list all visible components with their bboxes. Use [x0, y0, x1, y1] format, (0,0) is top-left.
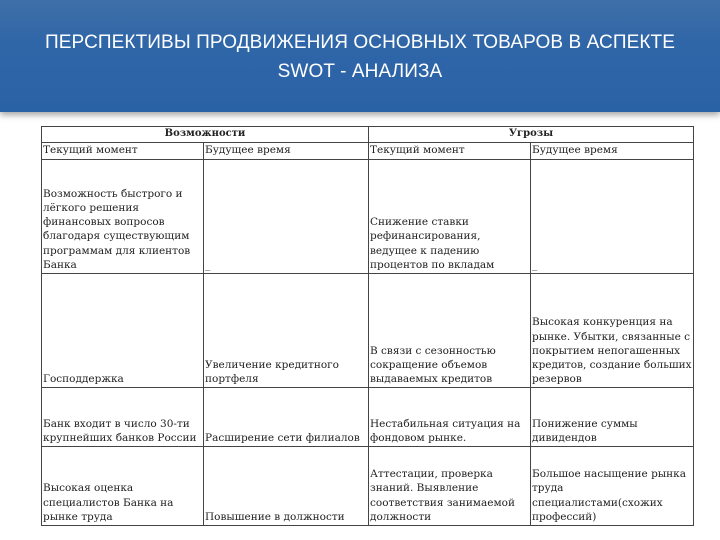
table-cell: Повышение в должности [204, 447, 369, 526]
table-cell: _ [204, 159, 369, 273]
subheader-opportunities-future: Будущее время [204, 143, 369, 159]
table-cell: Нестабильная ситуация на фондовом рынке. [369, 388, 531, 447]
table-cell: Высокая оценка специалистов Банка на рынке труда [42, 447, 204, 526]
table-cell: Расширение сети филиалов [204, 388, 369, 447]
table-cell: Большое насыщение рынка труда специалистами(схожих профессий) [531, 447, 694, 526]
table-cell: Возможность быстрого и лёгкого решения финансовых вопросов благодаря существующим программам для клиентов Банка [42, 159, 204, 273]
group-header-threats: Угрозы [369, 127, 694, 143]
table-cell: _ [531, 159, 694, 273]
table-cell: Аттестации, проверка знаний. Выявление соответствия занимаемой должности [369, 447, 531, 526]
table-row [42, 447, 694, 526]
table-cell: Высокая конкуренция на рынке. Убытки, связанные с покрытием непогашенных кредитов, создание больших резервов [531, 274, 694, 388]
table-cell: Увеличение кредитного портфеля [204, 274, 369, 388]
swot-table [41, 126, 694, 526]
group-header-row [42, 127, 694, 143]
subheader-threats-future: Будущее время [531, 143, 694, 159]
table-cell: Банк входит в число 30-ти крупнейших банков России [42, 388, 204, 447]
table-cell: Господдержка [42, 274, 204, 388]
table-cell: Снижение ставки рефинансирования, ведущее к падению процентов по вкладам [369, 159, 531, 273]
title-banner [0, 0, 720, 112]
subheader-row [42, 143, 694, 159]
table-row [42, 388, 694, 447]
page-title-line-1: ПЕРСПЕКТИВЫ ПРОДВИЖЕНИЯ ОСНОВНЫХ ТОВАРОВ В АСПЕКТЕ [44, 32, 675, 53]
page-title-line-2: SWOT - АНАЛИЗА [277, 61, 443, 82]
subheader-opportunities-current: Текущий момент [42, 143, 204, 159]
table-cell: В связи с сезонностью сокращение объемов выдаваемых кредитов [369, 274, 531, 388]
table-row [42, 159, 694, 273]
group-header-opportunities: Возможности [42, 127, 369, 143]
table-row [42, 274, 694, 388]
subheader-threats-current: Текущий момент [369, 143, 531, 159]
table-cell: Понижение суммы дивидендов [531, 388, 694, 447]
page-title [10, 28, 710, 86]
